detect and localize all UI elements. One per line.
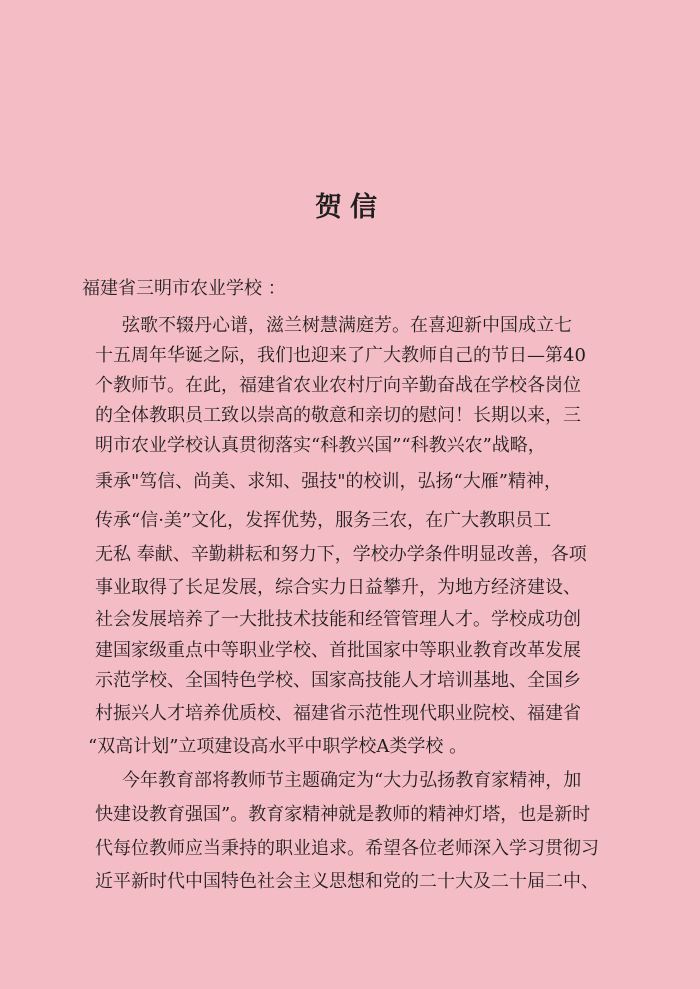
body-line: 的全体教职员工致以崇高的敬意和亲切的慰问！长期以来，三 <box>95 405 581 426</box>
letter-title: 贺信 <box>315 192 385 223</box>
body-line: 近平新时代中国特色社会主义思想和党的二十大及二十届二中、 <box>95 871 599 892</box>
letter-salutation: 福建省三明市农业学校 ： <box>82 278 286 299</box>
body-line: 无私 奉献、辛勤耕耘和努力下，学校办学条件明显改善，各项 <box>95 544 587 565</box>
body-line: 明市农业学校认真贯彻落实“科教兴国”“科教兴农”战略， <box>95 435 546 456</box>
body-line: 事业取得了长足发展，综合实力日益攀升，为地方经济建设、 <box>95 577 581 598</box>
body-line: 今年教育部将教师节主题确定为“大力弘扬教育家精神，加 <box>122 770 582 791</box>
body-line: “双高计划”立项建设高水平中职学校A类学校 。 <box>88 736 468 757</box>
body-line: 快建设教育强国”。教育家精神就是教师的精神灯塔，也是新时 <box>95 804 591 825</box>
body-line: 传承“信·美”文化，发挥优势，服务三农，在广大教职员工 <box>95 510 552 531</box>
body-line: 个教师节。在此，福建省农业农村厅向辛勤奋战在学校各岗位 <box>95 375 581 396</box>
body-line: 弦歌不辍丹心谱，滋兰树慧满庭芳。在喜迎新中国成立七 <box>122 315 572 336</box>
body-line: 社会发展培养了一大批技术技能和经管管理人才。学校成功创 <box>95 609 581 630</box>
body-line: 秉承"笃信、尚美、求知、强技"的校训，弘扬“大雁”精神， <box>95 471 562 492</box>
body-line: 代每位教师应当秉持的职业追求。希望各位老师深入学习贯彻习 <box>95 838 599 859</box>
body-line: 示范学校、全国特色学校、国家高技能人才培训基地、全国乡 <box>95 670 581 691</box>
body-line: 建国家级重点中等职业学校、首批国家中等职业教育改革发展 <box>95 640 581 661</box>
body-line: 十五周年华诞之际，我们也迎来了广大教师自己的节日—第40 <box>95 345 586 366</box>
body-line: 村振兴人才培养优质校、福建省示范性现代职业院校、福建省 <box>95 703 581 724</box>
